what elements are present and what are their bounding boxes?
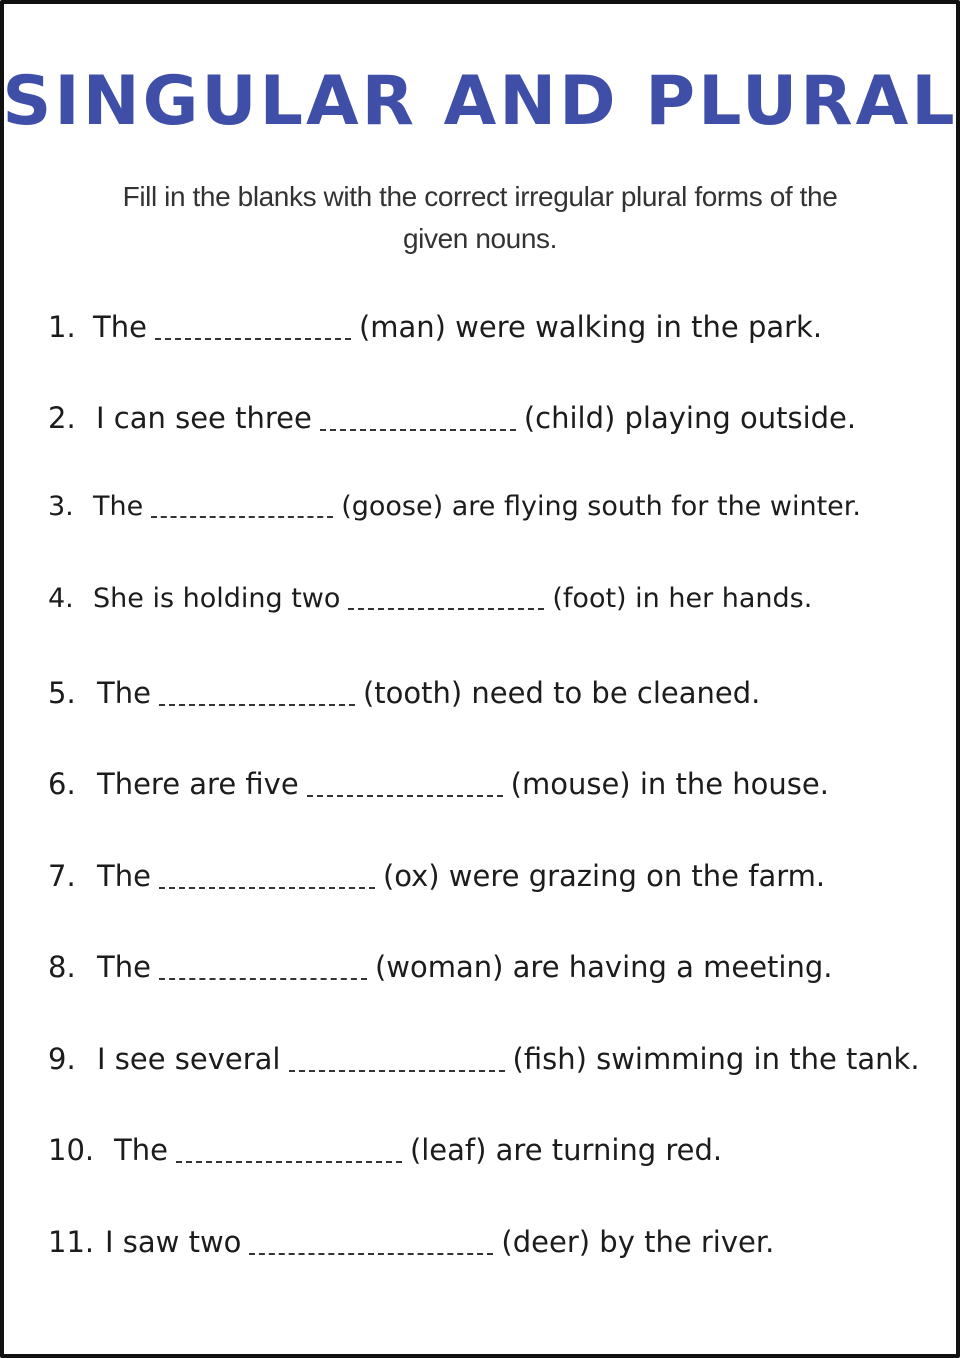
question-number: 1.: [48, 310, 76, 344]
question-lead-text: She is holding two: [93, 583, 341, 614]
question-item-4: [48, 583, 812, 627]
question-item-6: [48, 767, 829, 811]
answer-blank[interactable]: [151, 515, 333, 518]
answer-blank[interactable]: [348, 607, 544, 610]
question-item-9: [48, 1042, 920, 1086]
question-item-2: [48, 401, 856, 445]
question-lead-text: The: [93, 491, 144, 522]
question-lead-text: There are five: [97, 767, 299, 801]
question-lead-text: I saw two: [105, 1225, 242, 1259]
question-lead-text: The: [97, 676, 151, 710]
answer-blank[interactable]: [159, 703, 355, 706]
question-item-10: [48, 1133, 722, 1177]
question-number: 4.: [48, 583, 74, 614]
question-tail-text: (tooth) need to be cleaned.: [362, 676, 761, 710]
answer-blank[interactable]: [159, 977, 367, 980]
answer-blank[interactable]: [249, 1252, 493, 1255]
question-tail-text: (mouse) in the house.: [510, 767, 829, 801]
question-number: 8.: [48, 950, 76, 984]
question-number: 9.: [48, 1042, 76, 1076]
answer-blank[interactable]: [176, 1160, 402, 1163]
answer-blank[interactable]: [159, 886, 375, 889]
answer-blank[interactable]: [155, 337, 351, 340]
question-lead-text: I see several: [97, 1042, 281, 1076]
question-number: 6.: [48, 767, 76, 801]
question-item-7: [48, 859, 825, 903]
question-tail-text: (man) were walking in the park.: [358, 310, 823, 344]
question-number: 11.: [48, 1225, 95, 1259]
question-number: 3.: [48, 491, 74, 522]
question-tail-text: (goose) are flying south for the winter.: [341, 491, 861, 522]
question-lead-text: The: [114, 1133, 168, 1167]
question-lead-text: I can see three: [96, 401, 312, 435]
question-item-5: [48, 676, 760, 720]
worksheet-instructions: Fill in the blanks with the correct irregular plural forms of the given nouns.: [122, 181, 838, 254]
question-item-3: [48, 491, 861, 535]
question-tail-text: (ox) were grazing on the farm.: [382, 859, 826, 893]
worksheet-title: SINGULAR AND PLURAL: [2, 62, 958, 141]
question-item-8: [48, 950, 833, 994]
answer-blank[interactable]: [289, 1069, 505, 1072]
question-lead-text: The: [97, 950, 151, 984]
question-lead-text: The: [97, 859, 151, 893]
question-number: 2.: [48, 401, 76, 435]
question-lead-text: The: [93, 310, 147, 344]
question-item-11: [48, 1225, 774, 1269]
question-tail-text: (woman) are having a meeting.: [374, 950, 833, 984]
question-tail-text: (fish) swimming in the tank.: [512, 1042, 920, 1076]
question-tail-text: (leaf) are turning red.: [409, 1133, 723, 1167]
question-number: 7.: [48, 859, 76, 893]
question-number: 10.: [48, 1133, 95, 1167]
question-tail-text: (child) playing outside.: [523, 401, 857, 435]
answer-blank[interactable]: [320, 428, 516, 431]
answer-blank[interactable]: [307, 794, 503, 797]
question-number: 5.: [48, 676, 76, 710]
question-tail-text: (deer) by the river.: [501, 1225, 775, 1259]
question-item-1: [48, 310, 822, 354]
question-tail-text: (foot) in her hands.: [552, 583, 813, 614]
